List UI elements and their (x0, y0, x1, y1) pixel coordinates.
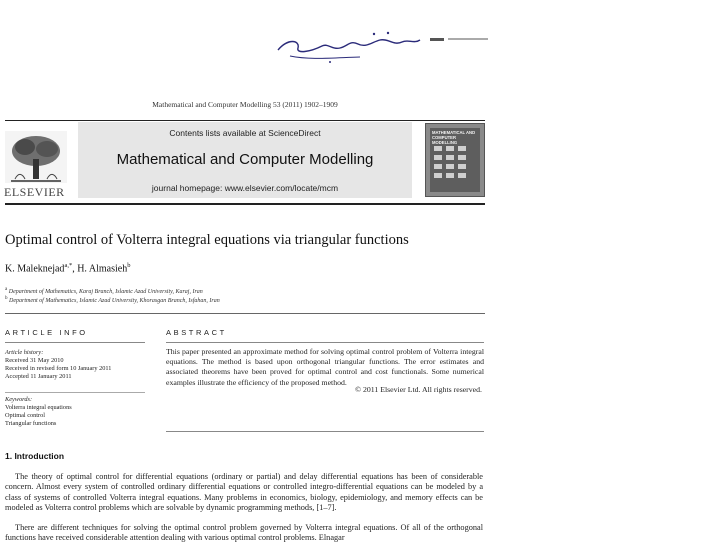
intro-paragraph: The theory of optimal control for differential equations (ordinary or partial) and delay differential equations has been of considerable concern. Almost every system of controlled ordinary differential equations or controlled integro-differential equations can be modeled by a class of systems of controlled Volterra integral equations. Many problems in economics, biology, epidemiology, and memory effects can be modeled as Volterra control problems which are solvable by dynamic programming methods, [1–7]. (5, 472, 483, 512)
history-entry: Received in revised form 10 January 2011 (5, 364, 112, 372)
keywords-list (5, 404, 72, 427)
abstract-rule (166, 342, 484, 343)
affiliation-mark: b (5, 296, 8, 301)
keyword: Volterra integral equations (5, 404, 72, 411)
history-entry: Received 31 May 2010 (5, 357, 64, 364)
affiliations-rule (5, 313, 485, 314)
paper-title: Optimal control of Volterra integral equations via triangular functions (5, 232, 409, 248)
article-info-rule (5, 342, 145, 343)
introduction-heading: 1. Introduction (5, 451, 65, 461)
abstract-text: This paper presented an approximate method for solving optimal control problem of Volterra integral equations. The method is based upon orthogonal triangular functions. The error estimates and associated theorems have been proved for optimal control and cost functionals. Some numerical examples illustrate the efficiency of the proposed method. (166, 347, 484, 387)
affiliation-a (5, 287, 203, 295)
abstract-bottom-rule (166, 431, 484, 432)
affiliation-b (5, 296, 220, 304)
masthead-bottom-rule (5, 203, 485, 205)
keywords-label: Keywords: (5, 396, 33, 403)
journal-cover-thumbnail (425, 123, 485, 197)
author-name: H. Almasieh (77, 263, 128, 275)
affiliation-mark: a (5, 287, 8, 292)
keywords-rule (5, 392, 145, 393)
keyword: Optimal control (5, 411, 46, 419)
history-entry: Accepted 11 January 2011 (5, 372, 72, 380)
author-affiliation-mark: b (127, 262, 131, 269)
article-history-label: Article history: (5, 349, 44, 356)
affiliation-text: Department of Mathematics, Karaj Branch, Islamic Azad University, Karaj, Iran (8, 289, 203, 295)
keyword: Triangular functions (5, 419, 57, 427)
journal-citation: Mathematical and Computer Modelling 53 (2011) 1902–1909 (152, 100, 338, 109)
journal-title: Mathematical and Computer Modelling (116, 151, 374, 168)
scan-artifact-mark (428, 36, 492, 44)
author-list (5, 262, 130, 274)
author-separator: , (72, 263, 78, 275)
affiliation-text: Department of Mathematics, Islamic Azad University, Khorasgan Branch, Isfahan, Iran (9, 298, 220, 304)
abstract-heading: ABSTRACT (166, 328, 227, 337)
cover-title: MATHEMATICAL AND COMPUTER MODELLING (432, 130, 476, 145)
copyright-notice: © 2011 Elsevier Ltd. All rights reserved. (355, 385, 482, 394)
masthead-top-rule (5, 120, 485, 121)
article-info-heading: ARTICLE INFO (5, 328, 88, 337)
sciencedirect-line: Contents lists available at ScienceDirect (169, 128, 321, 138)
journal-homepage: journal homepage: www.elsevier.com/locate/mcm (151, 183, 339, 193)
handwritten-signature (270, 28, 430, 68)
article-history-list (5, 357, 111, 380)
author-affiliation-mark: a,* (64, 262, 73, 269)
elsevier-wordmark: ELSEVIER (4, 185, 65, 199)
author-name: K. Maleknejad (5, 263, 65, 275)
intro-paragraph: There are different techniques for solving the optimal control problem governed by Volterra integral equations. Of all of the orthogonal functions have received considerable attention dealing with various optimal control problems. Elnagar (5, 523, 483, 543)
